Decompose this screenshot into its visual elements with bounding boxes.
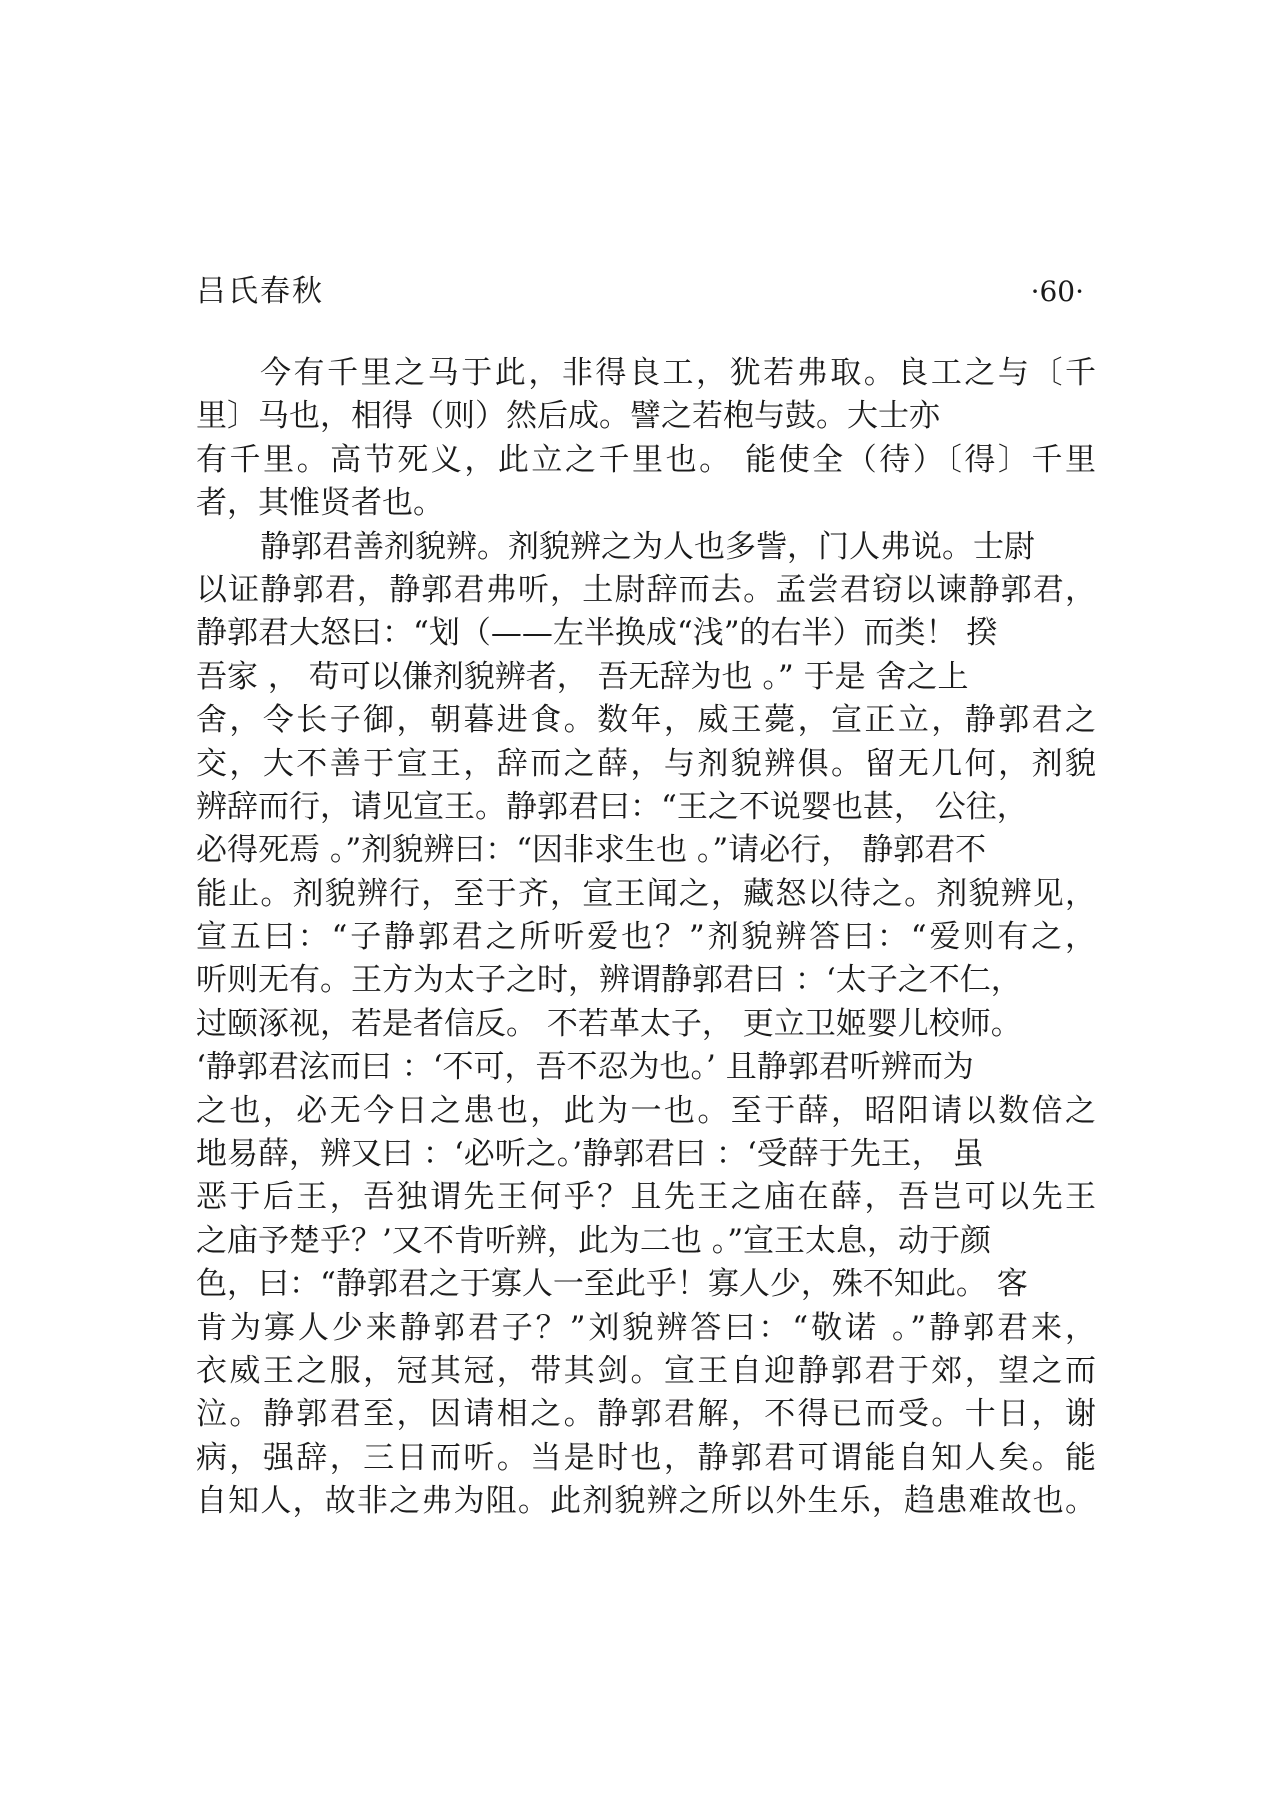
text-line: 吾家 ， 苟可以傔剂貌辨者， 吾无辞为也 。” 于是 舍之上 [196, 658, 969, 695]
text-line: 之也，必无今日之患也，此为一也。至于薛，昭阳请以数倍之 [196, 1092, 1096, 1129]
text-line: 衣威王之服，冠其冠，带其剑。宣王自迎静郭君于郊，望之而 [196, 1352, 1096, 1389]
text-line: 里〕马也，相得（则）然后成。譬之若枹与鼓。大士亦 [196, 398, 940, 435]
text-line: 肯为寡人少来静郭君子？”刘貌辨答曰：“敬诺 。”静郭君来， [196, 1309, 1096, 1346]
text-line: 病，强辞，三日而听。当是时也，静郭君可谓能自知人矣。能 [196, 1439, 1096, 1476]
body-text [196, 352, 1096, 1524]
text-line: 色，曰：“静郭君之于寡人一至此乎！寡人少，殊不知此。 客 [196, 1266, 1028, 1303]
text-line: 静郭君善剂貌辨。剂貌辨之为人也多訾，门人弗说。士尉 [260, 528, 1035, 565]
text-line: 自知人，故非之弗为阻。此剂貌辨之所以外生乐，趋患难故也。 [196, 1483, 1096, 1520]
text-line: 必得死焉 。”剂貌辨曰：“因非求生也 。”请必行， 静郭君不 [196, 832, 987, 869]
text-line: 交，大不善于宣王，辞而之薛，与剂貌辨俱。留无几何，剂貌 [196, 745, 1096, 782]
text-line: 者，其惟贤者也。 [196, 485, 444, 522]
paragraph-2 [196, 526, 1096, 1524]
page-number: ·60· [1030, 275, 1084, 308]
text-line: 静郭君大怒曰：“划（——左半换成“浅”的右半）而类！ 揆 [196, 615, 998, 652]
text-line: 之庙予楚乎？’又不肯听辨，此为二也 。”宣王太息，动于颜 [196, 1222, 992, 1259]
text-line: 能止。剂貌辨行，至于齐，宣王闻之，藏怒以待之。剂貌辨见， [196, 875, 1096, 912]
text-line: 过颐涿视，若是者信反。 不若革太子， 更立卫姬婴儿校师。 [196, 1005, 1022, 1042]
text-line: 宣五曰：“子静郭君之所听爱也？”剂貌辨答曰：“爱则有之， [196, 919, 1096, 956]
text-line: ‘静郭君泫而曰 ：‘不可，吾不忍为也。’ 且静郭君听辨而为 [196, 1049, 974, 1086]
text-line: 地易薛，辨又曰 ：‘必听之。’静郭君曰 ：‘受薛于先王， 虽 [196, 1136, 984, 1173]
text-line: 有千里。高节死义，此立之千里也。 能使全（待）〔得〕千里 [196, 441, 1096, 478]
paragraph-1 [196, 352, 1096, 526]
text-line: 以证静郭君，静郭君弗听，土尉辞而去。孟尝君窃以谏静郭君， [196, 571, 1096, 608]
text-line: 辨辞而行，请见宣王。静郭君曰：“王之不说婴也甚， 公往， [196, 788, 1028, 825]
page-header [196, 268, 1084, 316]
text-line: 泣。静郭君至，因请相之。静郭君解，不得已而受。十日，谢 [196, 1396, 1096, 1433]
text-line: 舍，令长子御，朝暮进食。数年，威王薨，宣正立，静郭君之 [196, 702, 1096, 739]
book-title: 吕氏春秋 [196, 274, 324, 309]
text-line: 听则无有。王方为太子之时，辨谓静郭君曰 ：‘太子之不仁， [196, 962, 1022, 999]
text-line: 恶于后王，吾独谓先王何乎？且先王之庙在薛，吾岂可以先王 [196, 1179, 1096, 1216]
text-line: 今有千里之马于此，非得良工，犹若弗取。良工之与〔千 [260, 355, 1096, 391]
